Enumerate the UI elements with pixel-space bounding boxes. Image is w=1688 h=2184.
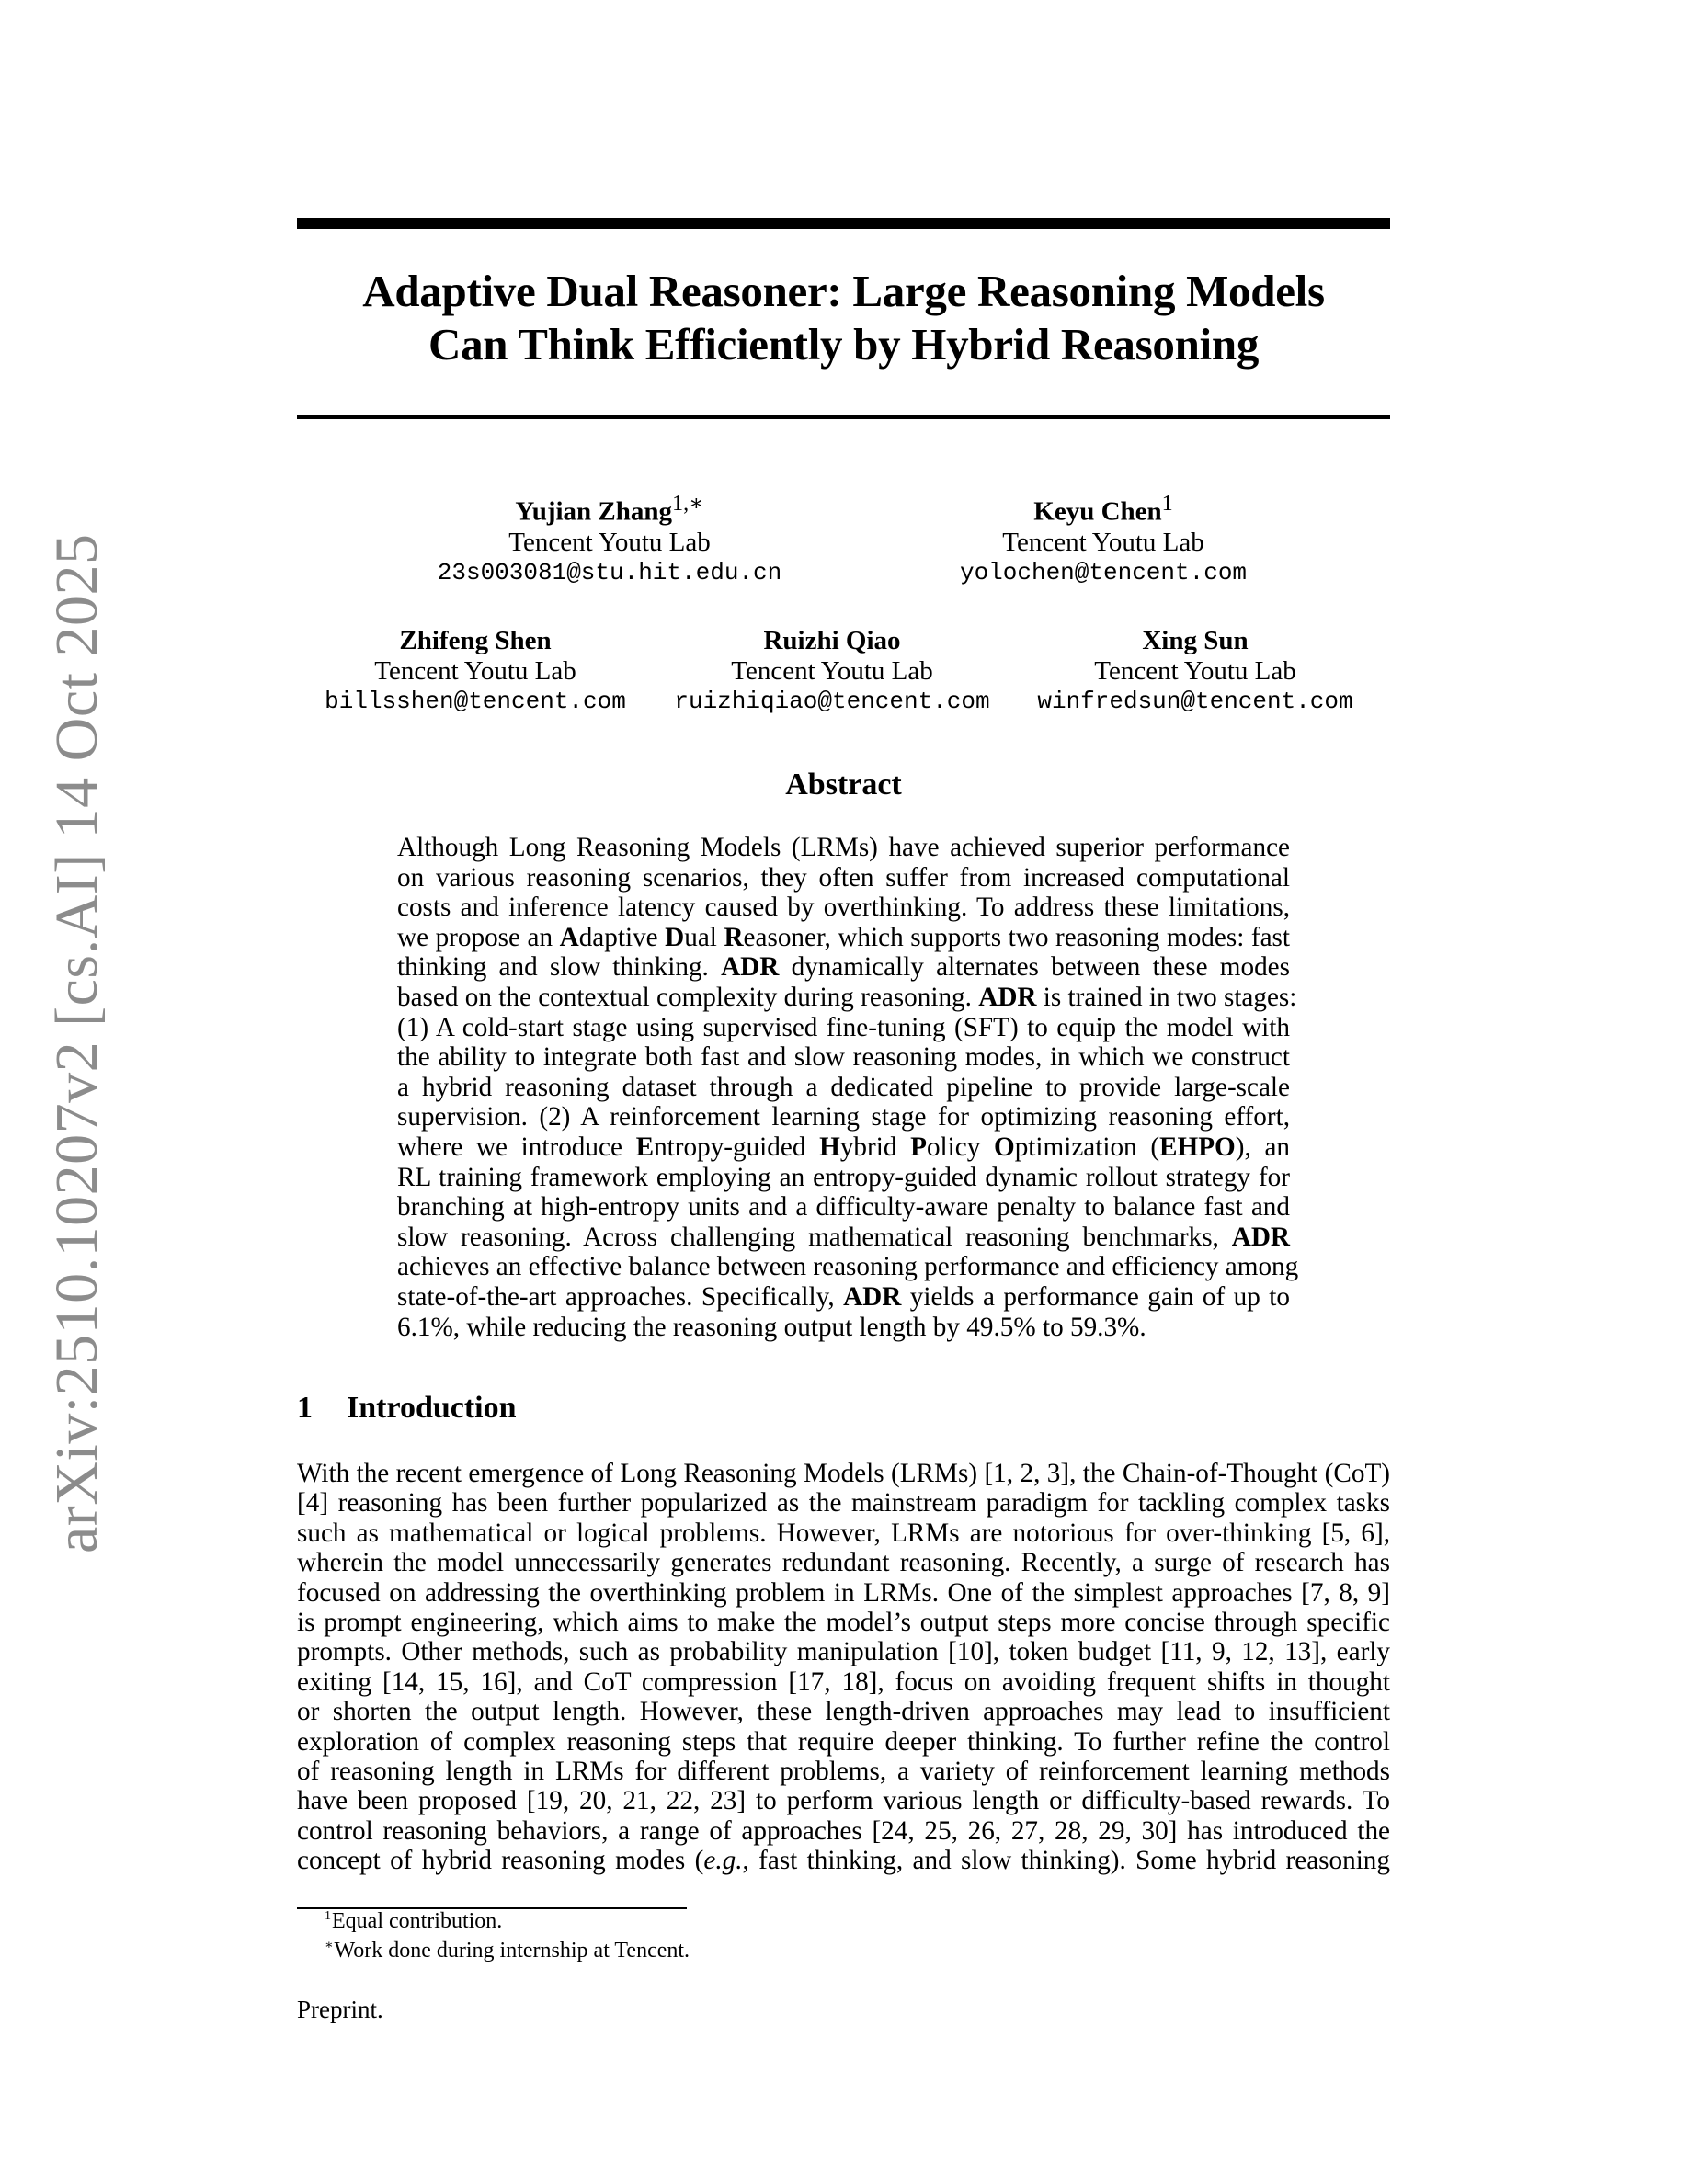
paper-title [297, 265, 1390, 371]
introduction-line: is prompt engineering, which aims to make the model’s output steps more concise through specific [297, 1607, 1390, 1637]
author-block [919, 488, 1287, 588]
author-marks: 1,∗ [672, 491, 704, 516]
bold-run: ADR [1231, 1222, 1290, 1252]
abstract-line: thinking and slow thinking. ADR dynamically alternates between these modes [397, 952, 1290, 983]
preprint-label: Preprint. [297, 1996, 383, 2023]
introduction-line: have been proposed [19, 20, 21, 22, 23] to perform various length or difficulty-based rewards. To [297, 1786, 1390, 1816]
bold-run: ADR [843, 1281, 902, 1312]
abstract-line: the ability to integrate both fast and slow reasoning modes, in which we construct [397, 1042, 1290, 1073]
author-name: Zhifeng Shen [399, 626, 552, 655]
introduction-line: With the recent emergence of Long Reasoning Models (LRMs) [1, 2, 3], the Chain-of-Thought (CoT) [297, 1459, 1390, 1488]
footnote [325, 1908, 690, 1938]
abstract-line: based on the contextual complexity during reasoning. ADR is trained in two stages: [397, 982, 1297, 1012]
title-line-1: Adaptive Dual Reasoner: Large Reasoning Models [362, 266, 1325, 316]
section-number: 1 [297, 1391, 313, 1425]
author-affiliation: Tencent Youtu Lab [731, 656, 933, 686]
abstract-line: slow reasoning. Across challenging mathematical reasoning benchmarks, ADR [397, 1222, 1290, 1252]
section-heading-introduction [297, 1391, 517, 1426]
introduction-line: such as mathematical or logical problems. However, LRMs are notorious for over-thinking [5, 6], [297, 1518, 1390, 1548]
author-email[interactable]: 23s003081@stu.hit.edu.cn [437, 558, 782, 586]
introduction-line: wherein the model unnecessarily generates redundant reasoning. Recently, a surge of research has [297, 1548, 1390, 1578]
introduction-line: of reasoning length in LRMs for different problems, a variety of reinforcement learning methods [297, 1756, 1390, 1786]
abstract-line: on various reasoning scenarios, they often suffer from increased computational [397, 862, 1290, 893]
introduction-line: exiting [14, 15, 16], and CoT compression [17, 18], focus on avoiding frequent shifts in thought [297, 1666, 1390, 1697]
author-name: Xing Sun [1142, 626, 1249, 655]
bold-run: ADR [978, 982, 1037, 1012]
introduction-line: or shorten the output length. However, these length-driven approaches may lead to insufficient [297, 1697, 1390, 1727]
author-name: Ruizhi Qiao [763, 626, 901, 655]
footnotes [325, 1908, 690, 1967]
abstract-line: supervision. (2) A reinforcement learning stage for optimizing reasoning effort, [397, 1102, 1290, 1132]
author-email[interactable]: ruizhiqiao@tencent.com [674, 688, 990, 715]
bold-run: R [724, 922, 744, 952]
author-name: Keyu Chen [1033, 496, 1162, 527]
author-affiliation: Tencent Youtu Lab [1002, 527, 1204, 557]
bold-run: E [635, 1132, 655, 1162]
author-block [426, 488, 793, 588]
footnote-mark: 1 [325, 1909, 331, 1923]
author-block [1011, 626, 1379, 717]
footnote-mark: ∗ [325, 1939, 334, 1952]
footnote [325, 1938, 690, 1967]
introduction-line: prompts. Other methods, such as probability manipulation [10], token budget [11, 9, 12, 13], early [297, 1637, 1390, 1667]
author-email[interactable]: yolochen@tencent.com [959, 558, 1248, 586]
title-top-rule [297, 218, 1390, 229]
abstract-line: a hybrid reasoning dataset through a dedicated pipeline to provide large-scale [397, 1072, 1290, 1102]
abstract-line: achieves an effective balance between reasoning performance and efficiency among [397, 1252, 1299, 1282]
introduction-line: focused on addressing the overthinking problem in LRMs. One of the simplest approaches [7, 8, 9] [297, 1577, 1390, 1608]
author-email[interactable]: winfredsun@tencent.com [1037, 688, 1353, 715]
abstract-line: 6.1%, while reducing the reasoning output length by 49.5% to 59.3%. [397, 1312, 1146, 1342]
abstract-heading: Abstract [785, 768, 902, 802]
arxiv-id: arXiv:2510.10207v2 [43, 1041, 110, 1553]
footnote-text: Equal contribution. [332, 1909, 503, 1933]
author-marks: 1 [1161, 491, 1173, 516]
italic-run: e.g. [703, 1846, 743, 1876]
bold-run: D [665, 922, 685, 952]
title-bottom-rule [297, 415, 1390, 419]
author-affiliation: Tencent Youtu Lab [508, 527, 711, 557]
bold-run: O [994, 1132, 1015, 1162]
author-name: Yujian Zhang [515, 496, 673, 527]
abstract-line: where we introduce Entropy-guided Hybrid Policy Optimization (EHPO), an [397, 1132, 1290, 1162]
author-affiliation: Tencent Youtu Lab [1094, 656, 1296, 686]
bold-run: A [559, 922, 579, 952]
bold-run: H [819, 1132, 840, 1162]
bold-run: ADR [721, 952, 780, 983]
bold-run: P [910, 1132, 927, 1162]
abstract-line: Although Long Reasoning Models (LRMs) have achieved superior performance [397, 833, 1290, 862]
bold-run: EHPO [1159, 1132, 1236, 1162]
introduction-line: [4] reasoning has been further popularized as the mainstream paradigm for tackling complex tasks [297, 1488, 1390, 1519]
author-block [648, 626, 1016, 717]
title-line-2: Can Think Efficiently by Hybrid Reasoning [428, 319, 1260, 370]
author-affiliation: Tencent Youtu Lab [374, 656, 576, 686]
abstract-line: branching at high-entropy units and a difficulty-aware penalty to balance fast and [397, 1192, 1290, 1223]
abstract-line: (1) A cold-start stage using supervised fine-tuning (SFT) to equip the model with [397, 1012, 1290, 1042]
abstract-line: we propose an Adaptive Dual Reasoner, which supports two reasoning modes: fast [397, 922, 1290, 952]
introduction-line: control reasoning behaviors, a range of approaches [24, 25, 26, 27, 28, 29, 30] has introduced the [297, 1815, 1390, 1846]
abstract-line: RL training framework employing an entropy-guided dynamic rollout strategy for [397, 1162, 1290, 1192]
author-email[interactable]: billsshen@tencent.com [325, 688, 626, 715]
introduction-body [297, 1459, 1390, 1875]
abstract-line: costs and inference latency caused by overthinking. To address these limitations, [397, 893, 1290, 923]
introduction-line: exploration of complex reasoning steps that require deeper thinking. To further refine the control [297, 1726, 1390, 1757]
author-block [291, 626, 659, 717]
arxiv-stamp [42, 519, 112, 1553]
arxiv-category: [cs.AI] [43, 853, 110, 1027]
footnote-text: Work done during internship at Tencent. [334, 1939, 690, 1962]
introduction-line: concept of hybrid reasoning modes (e.g., fast thinking, and slow thinking). Some hybrid reasoning [297, 1846, 1390, 1876]
abstract-body [397, 833, 1299, 1342]
arxiv-date: 14 Oct 2025 [43, 533, 110, 839]
section-title: Introduction [347, 1391, 517, 1425]
abstract-line: state-of-the-art approaches. Specifically, ADR yields a performance gain of up to [397, 1281, 1290, 1312]
